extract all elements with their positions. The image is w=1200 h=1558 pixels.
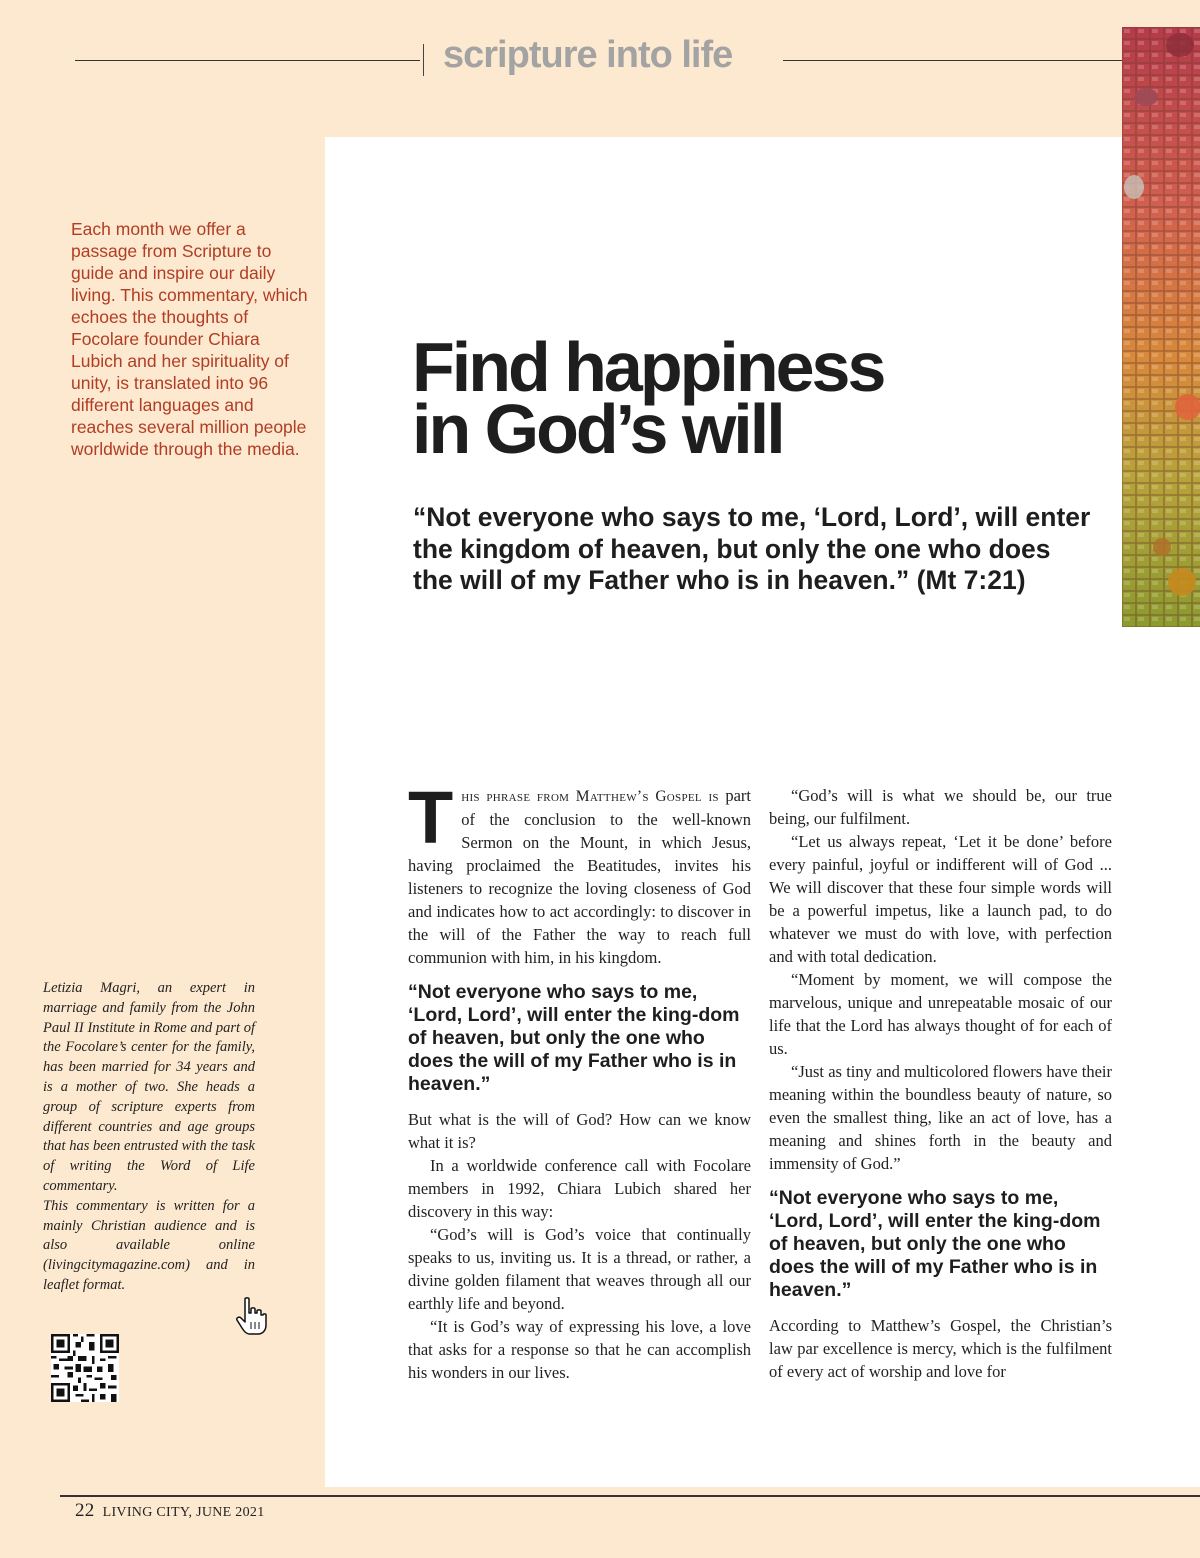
body-paragraph: “It is God’s way of expressing his love, a love that asks for a response so that he can accomplish his wonders in our lives. [408, 1317, 751, 1382]
bio-availability[interactable]: This commentary is written for a mainly Christian audience and is also available online (livingcitymagazine.com) and in leaflet format. [43, 1197, 255, 1293]
article-column-1 [408, 776, 752, 1384]
body-paragraph: In a worldwide conference call with Focolare members in 1992, Chiara Lubich shared her discovery in this way: [408, 1156, 751, 1221]
body-paragraph: “Let us always repeat, ‘Let it be done’ before every painful, joyful or indifferent will of God ... We will discover that these four simple words will be a powerful impetus, like a launch pad, to do whatever we must do with love, with perfection and with total dedication. [769, 832, 1112, 966]
header-rule-left [75, 60, 420, 61]
body-paragraph: According to Matthew’s Gospel, the Christian’s law par excellence is mercy, which is the fulfilment of every act of worship and love for [769, 1316, 1112, 1381]
header-divider [423, 44, 424, 76]
author-bio [43, 979, 255, 1296]
bio-author: Letizia Magri, an expert in marriage and family from the John Paul II Institute in Rome and part of the Focolare’s center for the family, has been married for 34 years and is a mother of two. She heads a group of scripture experts from different countries and age groups that has been entrusted with the task of writing the Word of Life commentary. [43, 980, 255, 1194]
qr-code-icon[interactable] [51, 1334, 119, 1402]
hand-pointer-icon [234, 1296, 268, 1336]
opening-text: part of the conclusion to the well-known Sermon on the Mount, in which Jesus, having proclaimed the Beatitudes, invites his listeners to recognize the loving closeness of God and indicates how to act accordingly: to discover in the will of the Father the way to reach full communion with him, in his kingdom. [408, 786, 752, 967]
opening-paragraph [408, 776, 752, 969]
body-paragraph: “God’s will is what we should be, our true being, our fulfilment. [769, 786, 1112, 828]
body-paragraph: “Just as tiny and multicolored flowers have their meaning within the boundless beauty of nature, so even the smallest thing, like an act of love, has a meaning and shines forth in the beauty and immensity of God.” [769, 1062, 1112, 1173]
body-paragraph: “God’s will is God’s voice that continually speaks to us, inviting us. It is a thread, or rather, a divine golden filament that weaves through all our earthly life and beyond. [408, 1225, 751, 1313]
lead-quote: “Not everyone who says to me, ‘Lord, Lord’, will enter the kingdom of heaven, but only the one who does the will of my Father who is in heaven.” (Mt 7:21) [413, 502, 1091, 595]
folio [75, 1500, 265, 1522]
publication-line: LIVING CITY, JUNE 2021 [102, 1505, 265, 1520]
header-rule-right [783, 60, 1123, 61]
body-paragraph: “Moment by moment, we will compose the marvelous, unique and unrepeatable mosaic of our life that the Lord has always thought of for each of us. [769, 970, 1112, 1058]
drop-cap: T [408, 776, 454, 859]
section-title: scripture into life [443, 34, 733, 76]
opening-smallcaps: his phrase from Matthew’s Gospel is [461, 788, 719, 805]
headline [412, 328, 1012, 468]
page-number: 22 [75, 1500, 95, 1521]
footer-rule [60, 1495, 1200, 1497]
body-paragraph: But what is the will of God? How can we know what it is? [408, 1110, 751, 1152]
article-column-2 [769, 784, 1112, 1383]
pull-quote: “Not everyone who says to me, ‘Lord, Lord’, will enter the king-dom of heaven, but only the one who does the will of my Father who is in heaven.” [769, 1187, 1101, 1301]
headline-line-1: Find happiness [412, 328, 884, 406]
mosaic-image [1122, 27, 1200, 627]
intro-blurb: Each month we offer a passage from Scripture to guide and inspire our daily living. This commentary, which echoes the thoughts of Focolare founder Chiara Lubich and her spirituality of unity, is translated into 96 different languages and reaches several million people worldwide through the media. [71, 219, 308, 459]
pull-quote: “Not everyone who says to me, ‘Lord, Lord’, will enter the king-dom of heaven, but only the one who does the will of my Father who is in heaven.” [408, 981, 740, 1095]
headline-line-2: in God’s will [412, 390, 783, 468]
